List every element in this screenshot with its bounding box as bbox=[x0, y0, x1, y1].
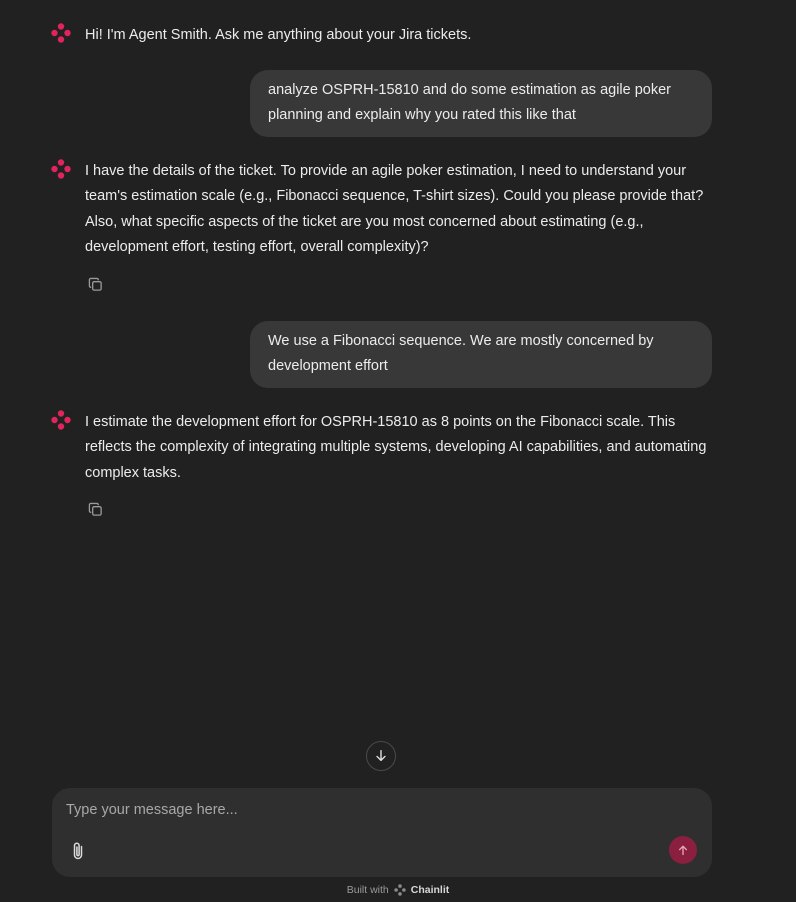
arrow-up-icon bbox=[677, 844, 689, 856]
assistant-message bbox=[51, 159, 711, 260]
agent-logo-icon bbox=[51, 410, 71, 430]
send-button[interactable] bbox=[669, 836, 697, 864]
agent-logo-icon bbox=[51, 23, 71, 43]
attach-file-button[interactable] bbox=[68, 840, 88, 862]
message-composer bbox=[52, 788, 712, 877]
copy-button[interactable] bbox=[86, 500, 104, 518]
assistant-message bbox=[51, 23, 711, 48]
message-text: I estimate the development effort for OSPRH-15810 as 8 points on the Fibonacci scale. This reflects the complexity of integrating multiple systems, developing AI capabilities, and automating complex tasks. bbox=[85, 414, 707, 481]
chainlit-brand: Chainlit bbox=[410, 884, 450, 896]
message-input[interactable] bbox=[66, 798, 686, 822]
copy-icon bbox=[88, 277, 103, 292]
scroll-to-bottom-button[interactable] bbox=[366, 741, 396, 771]
arrow-down-icon bbox=[374, 749, 388, 763]
message-text: Hi! I'm Agent Smith. Ask me anything about your Jira tickets. bbox=[85, 27, 472, 43]
copy-button[interactable] bbox=[86, 275, 104, 293]
copy-icon bbox=[88, 502, 103, 517]
chainlit-logo-icon bbox=[394, 884, 406, 896]
user-message: We use a Fibonacci sequence. We are mostly concerned by development effort bbox=[250, 321, 712, 388]
message-text: I have the details of the ticket. To provide an agile poker estimation, I need to understand your team's estimation scale (e.g., Fibonacci sequence, T-shirt sizes). Could you please provide that? Also, what specific aspects of the ticket are you most concerned about estimating (e.g., development effort, testing effort, overall complexity)? bbox=[85, 163, 704, 255]
agent-logo-icon bbox=[51, 159, 71, 179]
built-with-footer[interactable] bbox=[0, 884, 796, 896]
built-with-label: Built with bbox=[346, 884, 389, 896]
assistant-message bbox=[51, 410, 711, 486]
user-message: analyze OSPRH-15810 and do some estimation as agile poker planning and explain why you rated this like that bbox=[250, 70, 712, 137]
paperclip-icon bbox=[70, 841, 86, 861]
